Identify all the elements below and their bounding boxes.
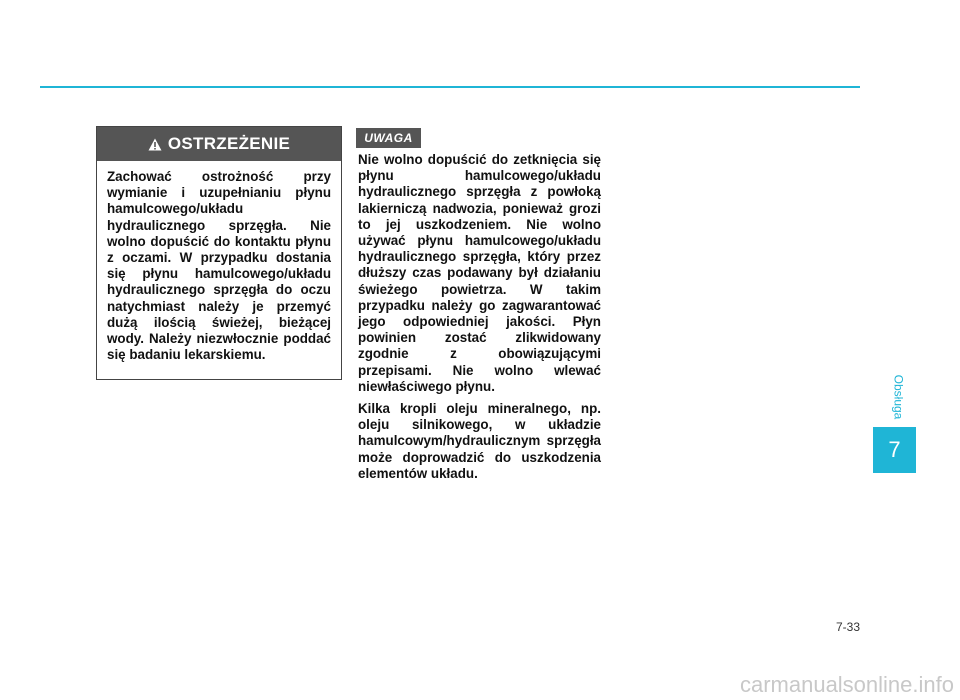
side-tab-label-text: Obsługa bbox=[891, 374, 906, 420]
page-number: 7-33 bbox=[835, 620, 860, 634]
warning-box bbox=[96, 126, 342, 380]
warning-text: Zachować ostrożność przy wymianie i uzupełnianiu płynu hamulcowego/układu hydraulicznego sprzęgła. Nie wolno dopuścić do kontaktu płynu z oczami. W przypadku dostania się płynu hamulcowego/układu hydraulicznego sprzęgła do oczu natychmiast należy je przemyć dużą ilością świeżej, bieżącej wody. Należy niezwłocznie poddać się badaniu lekarskiemu. bbox=[107, 169, 331, 363]
caution-paragraph-1: Nie wolno dopuścić do zetknięcia się płynu hamulcowego/układu hydraulicznego sprzęgła z powłoką lakierniczą nadwozia, ponieważ grozi to jej uszkodzeniem. Nie wolno używać płynu hamulcowego/układu hydraulicznego sprzęgła, który przez dłuższy czas podawany był działaniu świeżego powietrza. W takim przypadku należy go zagwarantować jego odpowiedniej jakości. Płyn powinien zostać zlikwidowany zgodnie z obowiązującymi przepisami. Nie wolno wlewać niewłaściwego płynu. bbox=[358, 152, 601, 394]
watermark: carmanualsonline.info bbox=[739, 672, 954, 697]
caution-text-column bbox=[358, 152, 601, 488]
warning-header bbox=[97, 127, 341, 161]
caution-tag: UWAGA bbox=[356, 128, 421, 148]
warning-title: OSTRZEŻENIE bbox=[167, 134, 291, 153]
warning-triangle-icon bbox=[148, 138, 162, 151]
chapter-number-tab: 7 bbox=[873, 427, 916, 473]
caution-paragraph-2: Kilka kropli oleju mineralnego, np. oleju silnikowego, w układzie hamulcowym/hydraulicznym sprzęgła może doprowadzić do uszkodzenia elementów układu. bbox=[358, 401, 601, 481]
header-rule bbox=[40, 86, 860, 88]
side-tab-label bbox=[883, 370, 913, 424]
